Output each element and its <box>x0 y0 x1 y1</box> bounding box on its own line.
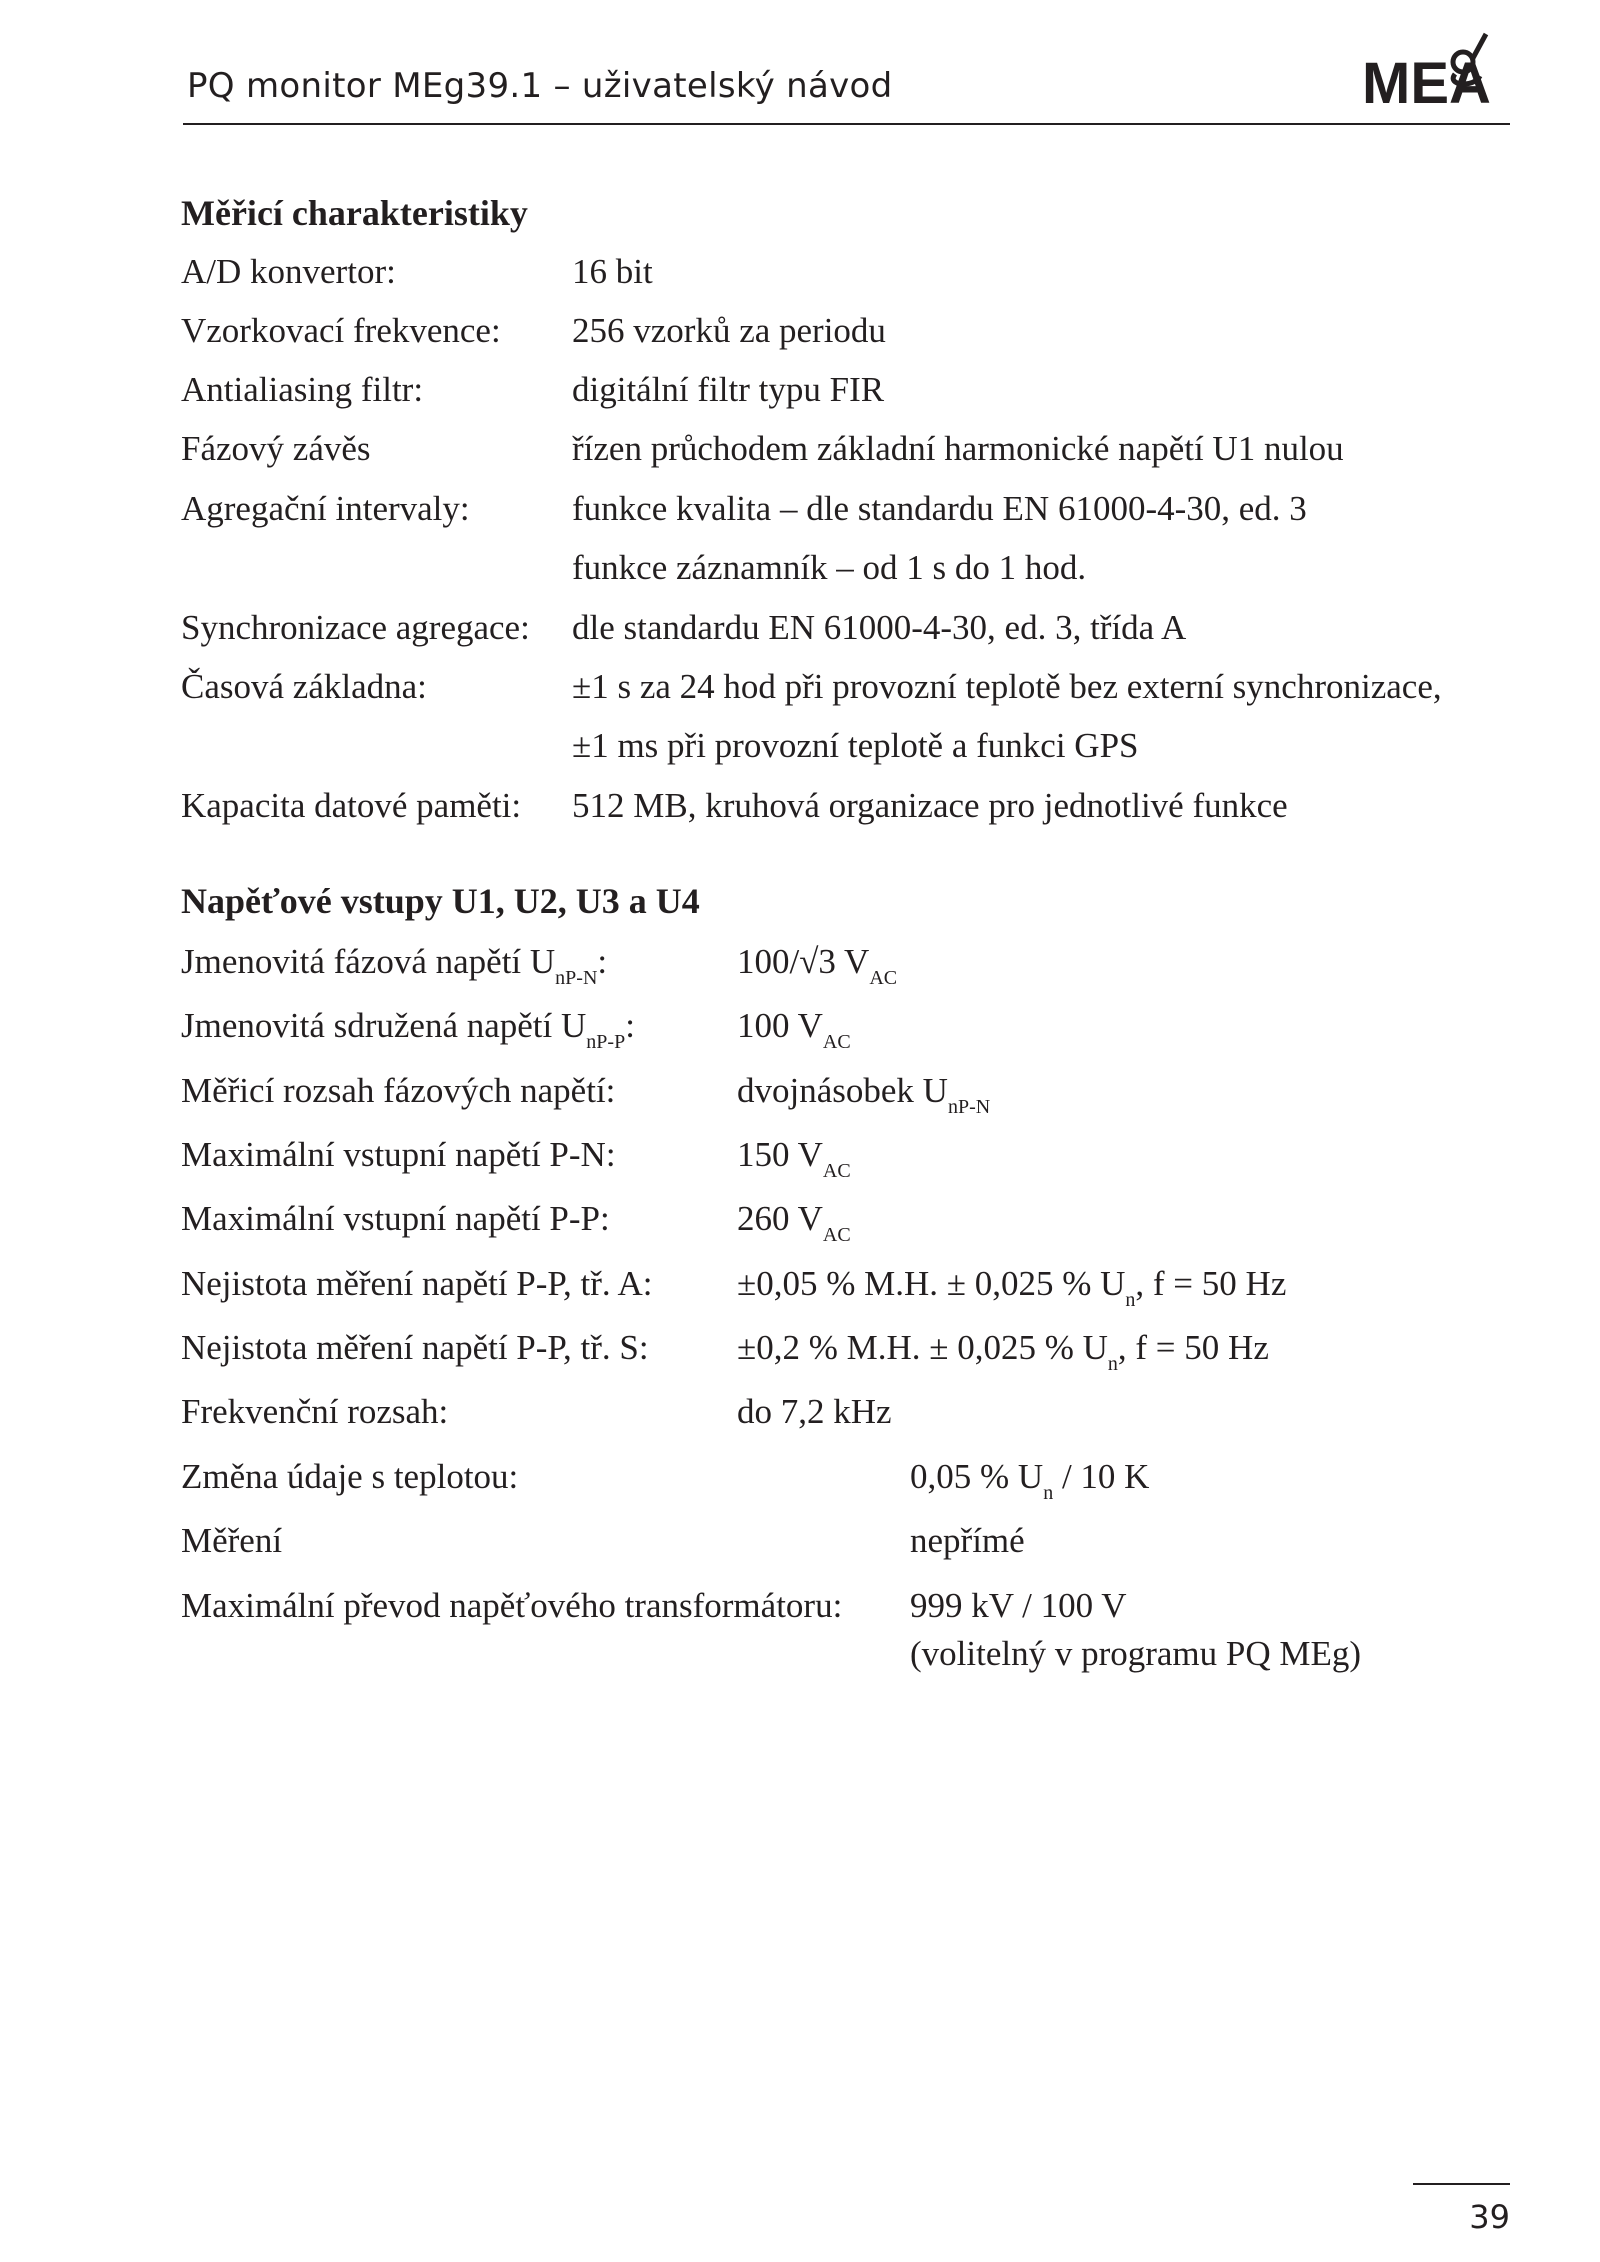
spec-label: Změna údaje s teplotou: <box>181 1457 519 1496</box>
spec-value: nepřímé <box>910 1521 1025 1560</box>
svg-text:A: A <box>1449 51 1491 112</box>
page-header-title: PQ monitor MEg39.1 – uživatelský návod <box>187 66 893 106</box>
spec-label: Agregační intervaly: <box>181 489 470 528</box>
spec-value: 256 vzorků za periodu <box>572 311 886 350</box>
spec-value: ±0,2 % M.H. ± 0,025 % $U_n$, f = 50 Hz <box>737 1328 1269 1375</box>
spec-value: (volitelný v programu PQ MEg) <box>910 1634 1362 1673</box>
spec-value: funkce záznamník – od 1 s do 1 hod. <box>572 548 1087 587</box>
spec-value: dle standardu EN 61000-4-30, ed. 3, třída A <box>572 608 1187 647</box>
spec-value: funkce kvalita – dle standardu EN 61000-4-30, ed. 3 <box>572 489 1307 528</box>
spec-label: Jmenovitá fázová napětí $U_{nP-N}$: <box>181 942 608 989</box>
spec-value: ±1 ms při provozní teplotě a funkci GPS <box>572 726 1139 765</box>
header-rule <box>183 123 1510 125</box>
spec-value: 16 bit <box>572 252 653 291</box>
spec-value: řízen průchodem základní harmonické napětí U1 nulou <box>572 429 1344 468</box>
spec-value: 512 MB, kruhová organizace pro jednotlivé funkce <box>572 786 1288 825</box>
spec-value: 100/√3 $V_{AC}$ <box>737 942 898 989</box>
spec-label: Nejistota měření napětí P-P, tř. A: <box>181 1264 653 1303</box>
spec-label: Měřicí rozsah fázových napětí: <box>181 1071 616 1110</box>
svg-text:ME: ME <box>1362 51 1449 112</box>
spec-label: Kapacita datové paměti: <box>181 786 522 825</box>
spec-label: Měření <box>181 1521 283 1560</box>
spec-label: Jmenovitá sdružená napětí $U_{nP-P}$: <box>181 1006 635 1053</box>
spec-value: 100 $V_{AC}$ <box>737 1006 851 1053</box>
spec-label: Maximální vstupní napětí P-N: <box>181 1135 616 1174</box>
spec-value: ±0,05 % M.H. ± 0,025 % $U_n$, f = 50 Hz <box>737 1264 1287 1311</box>
mega-logo <box>1362 28 1510 112</box>
section-title-measuring: Měřicí charakteristiky <box>181 193 528 233</box>
spec-label: Synchronizace agregace: <box>181 608 530 647</box>
footer-rule <box>1413 2183 1510 2185</box>
page-number: 39 <box>1469 2198 1510 2236</box>
section-title-voltage-inputs: Napěťové vstupy U1, U2, U3 a U4 <box>181 881 700 921</box>
spec-value: do 7,2 kHz <box>737 1392 892 1431</box>
spec-value: ±1 s za 24 hod při provozní teplotě bez externí synchronizace, <box>572 667 1442 706</box>
spec-value: dvojnásobek $U_{nP-N}$ <box>737 1071 991 1118</box>
spec-value: 150 $V_{AC}$ <box>737 1135 851 1182</box>
spec-value: 0,05 % $U_n / 10$ K <box>910 1457 1150 1504</box>
spec-label: Fázový závěs <box>181 429 371 468</box>
spec-value: 999 kV / 100 V <box>910 1586 1127 1625</box>
spec-label: A/D konvertor: <box>181 252 396 291</box>
spec-label: Antialiasing filtr: <box>181 370 424 409</box>
spec-label: Maximální vstupní napětí P-P: <box>181 1199 610 1238</box>
spec-label: Frekvenční rozsah: <box>181 1392 449 1431</box>
spec-label: Vzorkovací frekvence: <box>181 311 501 350</box>
spec-value: 260 $V_{AC}$ <box>737 1199 851 1246</box>
spec-value: digitální filtr typu FIR <box>572 370 885 409</box>
spec-label: Nejistota měření napětí P-P, tř. S: <box>181 1328 649 1367</box>
spec-label: Maximální převod napěťového transformátoru: <box>181 1586 843 1625</box>
spec-label: Časová základna: <box>181 667 427 706</box>
